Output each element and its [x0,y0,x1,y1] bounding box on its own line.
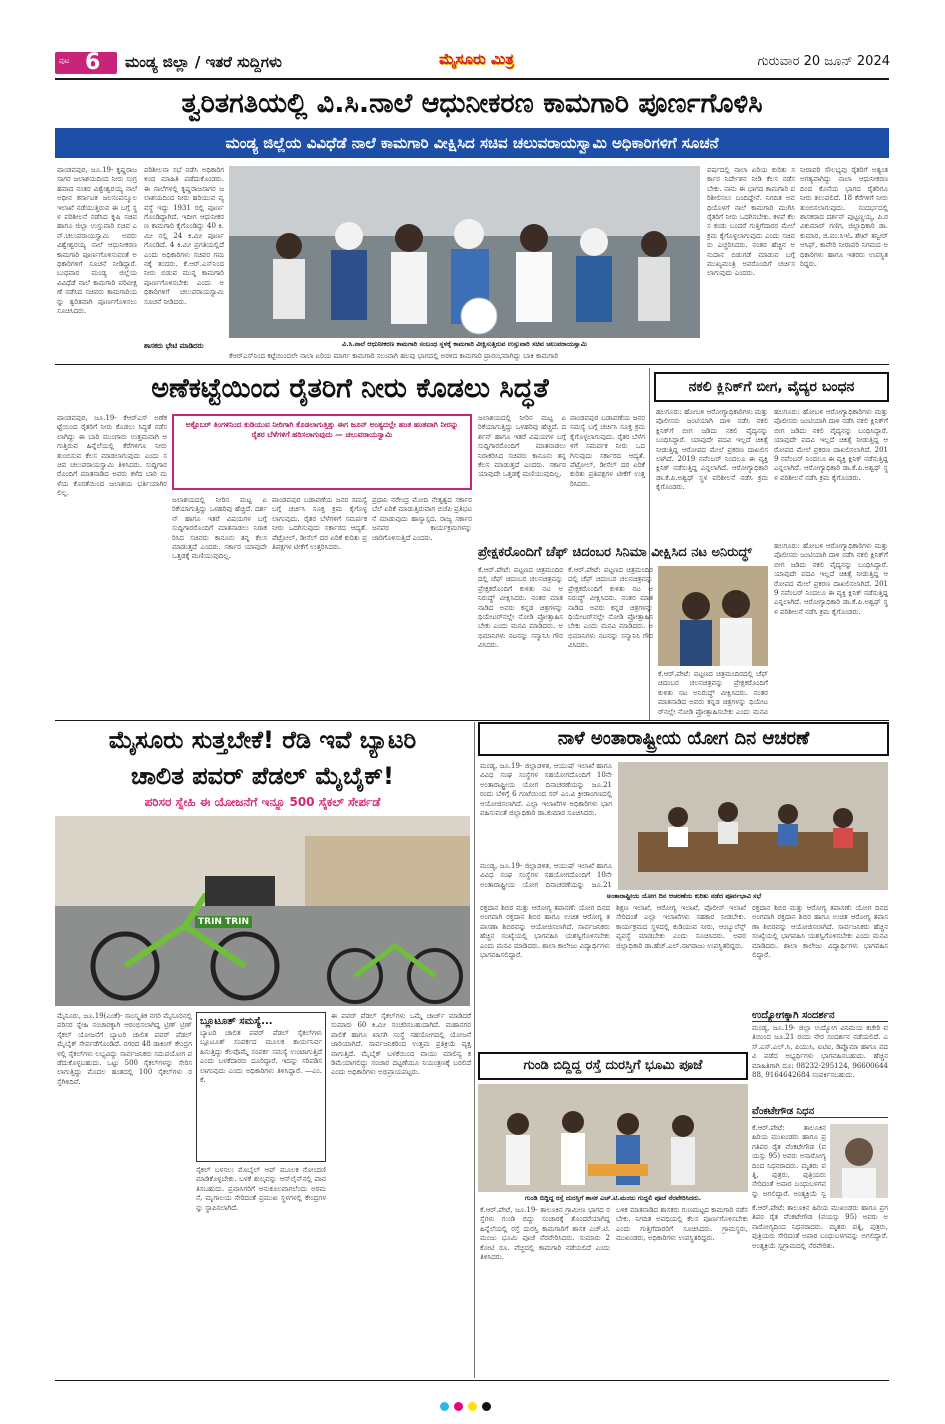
page-number-badge [55,52,117,74]
story6-photo-caption: ಅಂತಾರಾಷ್ಟ್ರೀಯ ಯೋಗ ದಿನ ಆಚರಣೆಯ ಕುರಿತು ನಡೆದ ಪೂರ್ವಭಾವಿ ಸಭೆ [606,892,762,900]
bike-brand-label: TRIN TRIN [195,916,252,928]
issue-date: ಗುರುವಾರ 20 ಜೂನ್ 2024 [757,54,890,69]
story3-col-2: ಹಲಗೂರು: ಹೋಬಳಿ ಆರೋಗ್ಯಾಧಿಕಾರಿಗಳು ಮತ್ತು ಪೊಲೀಸರು ಜಂಟಿಯಾಗಿ ದಾಳಿ ನಡೆಸಿ ನಕಲಿ ಕ್ಲಿನಿಕ್‌ಗೆ ಬೀಗ ಜಡಿದು ನಕಲಿ ವೈದ್ಯನನ್ನು ಬಂಧಿಸಿದ್ದಾರೆ. ಯಾವುದೇ ಪದವಿ ಇಲ್ಲದೆ ಚಿಕಿತ್ಸೆ ನೀಡುತ್ತಿದ್ದ ಆರೋಪದ ಮೇಲೆ ಪ್ರಕರಣ ದಾಖಲಿಸಲಾಗಿದೆ. 2019 ನವೆಂಬರ್ ನಿಂದಲೂ ಈ ವ್ಯಕ್ತಿ ಕ್ಲಿನಿಕ್ ನಡೆಸುತ್ತಿದ್ದ ಎನ್ನಲಾಗಿದೆ. ಆರೋಗ್ಯಾಧಿಕಾರಿ ಡಾ.ಕೆ.ಪಿ.ಅಶ್ವಥ್ ಸ್ಥಳ ಪರಿಶೀಲನೆ ನಡೆಸಿ ಕ್ರಮ ಕೈಗೊಂಡರು. [774,408,888,482]
story4-col-1: ಕೆ.ಆರ್.ಪೇಟೆ: ಪಟ್ಟಣದ ಚಿತ್ರಮಂದಿರದಲ್ಲಿ ಚೆಫ್ ಚಿದಂಬರ ಚಲನಚಿತ್ರವನ್ನು ಪ್ರೇಕ್ಷಕರೊಂದಿಗೆ ಕುಳಿತು ನಟ ಅನಿರುದ್ಧ್ ವೀಕ್ಷಿಸಿದರು. ನಂತರ ಮಾತನಾಡಿದ ಅವರು ಕನ್ನಡ ಚಿತ್ರಗಳನ್ನು ಥಿಯೇಟರ್‌ನಲ್ಲೇ ನೋಡಿ ಪ್ರೋತ್ಸಾಹಿಸಬೇಕು ಎಂದು ಮನವಿ ಮಾಡಿದರು. ಅಭಿಮಾನಿಗಳು ನಟನನ್ನು ಸನ್ಮಾನಿಸಿ ಗೌರವಿಸಿದರು. [478,566,563,650]
lead-subhead: ಮಂಡ್ಯ ಜಿಲ್ಲೆಯ ವಿವಿಧೆಡೆ ನಾಲೆ ಕಾಮಗಾರಿ ವೀಕ್ಷಿಸಿದ ಸಚಿವ ಚಲುವರಾಯಸ್ವಾಮಿ ಅಧಿಕಾರಿಗಳಿಗೆ ಸೂಚನೆ [225,134,719,152]
story6-col-1: ರಕ್ತದಾನ ಶಿಬಿರ ಮತ್ತು ಆರೋಗ್ಯ ತಪಾಸಣೆ: ಯೋಗ ದಿನದ ಅಂಗವಾಗಿ ರಕ್ತದಾನ ಶಿಬಿರ ಹಾಗೂ ಉಚಿತ ಆರೋಗ್ಯ ತಪಾಸಣಾ ಶಿಬಿರವನ್ನು ಆಯೋಜಿಸಲಾಗಿದೆ. ಸಾರ್ವಜನಿಕರು ಹೆಚ್ಚಿನ ಸಂಖ್ಯೆಯಲ್ಲಿ ಭಾಗವಹಿಸಿ ಯಶಸ್ವಿಗೊಳಿಸಬೇಕು ಎಂದು ಮನವಿ ಮಾಡಿದರು. ಶಾಲಾ ಕಾಲೇಜು ವಿದ್ಯಾರ್ಥಿಗಳು ಭಾಗವಹಿಸಲಿದ್ದಾರೆ. [480,904,610,960]
story2-quote: ಅಕ್ಟೊಬರ್ ತಿಂಗಳಿನಿಂದ ಕುಡಿಯುವ ನೀರಿಗಾಗಿ ಕೊಡಲಾಗುತ್ತಿತ್ತು ಈಗ ಜೂನ್ ಅಂತ್ಯದಲ್ಲೇ ಹಂತ ಹಂತವಾಗಿ ನೀರನ್ನು ರೈತರ ಬೆಳೆಗಳಿಗೆ ಹರಿಸಲಾಗುವುದು — ಚಲುವರಾಯಸ್ವಾಮಿ [185,420,459,439]
story6-photo [618,762,888,890]
actor-photo-illustration [658,566,768,666]
story2-col-1: ಪಾಂಡವಪುರ, ಜೂ.19- ಕೆಆರ್‌ಎಸ್ ಅಣೆಕಟ್ಟೆಯಿಂದ ರೈತರಿಗೆ ನೀರು ಕೊಡಲು ಸಿದ್ಧತೆ ನಡೆಸಲಾಗಿದ್ದು ಈ ಬಾರಿ ಮುಂಗಾರು ಉತ್ತಮವಾಗಿ ಆಗುತ್ತಿರುವ ಹಿನ್ನೆಲೆಯಲ್ಲಿ ಕೆರೆಗಳಿಗೂ ನೀರು ತುಂಬಿಸುವ ಕೆಲಸ ಮಾಡಲಾಗುವುದು ಎಂದು ಸಚಿವ ಚಲುವರಾಯಸ್ವಾಮಿ ತಿಳಿಸಿದರು. ಸುದ್ದಿಗಾರರೊಂದಿಗೆ ಮಾತನಾಡಿದ ಅವರು ಕಳೆದ ಬಾರಿ ಮಳೆಯ ಕೊರತೆಯಿಂದ ಜಲಾಶಯ ಭರ್ತಿಯಾಗಿರಲಿಲ್ಲ. [57,414,167,498]
story6-col-2: ಶಿಕ್ಷಣ ಇಲಾಖೆ, ಆರೋಗ್ಯ ಇಲಾಖೆ, ಪೊಲೀಸ್ ಇಲಾಖೆ ಸೇರಿದಂತೆ ಎಲ್ಲಾ ಇಲಾಖೆಗಳು ಸಹಕಾರ ನೀಡಬೇಕು. ಕಾರ್ಯಕ್ರಮದ ಸ್ಥಳದಲ್ಲಿ ಕುಡಿಯುವ ನೀರು, ಆಂಬ್ಯುಲೆನ್ಸ್ ವ್ಯವಸ್ಥೆ ಮಾಡಬೇಕು ಎಂದು ಸೂಚಿಸಿದರು. ಅಪರ ಜಿಲ್ಲಾಧಿಕಾರಿ ಡಾ.ಹೆಚ್.ಎಲ್.ನಾಗರಾಜು ಉಪಸ್ಥಿತರಿದ್ದರು. [616,904,746,950]
lead-col-4: ವರ್ಷದಲ್ಲಿ ನಾಲಾ ಏರಿಯ ಕುರಿತು ಸರ್ಕಾರ ನಿರ್ದೇಶನ ನೀಡಿ ಕೆಲಸ ನಡೆಸಬೇಕು. ನಾನು ಈ ಭಾಗದ ಕಾಮಗಾರಿ ಪರಿಶೀಲಿಸಲು ಬಂದಿದ್ದೇನೆ. ನಿಗದಿತ ಅವಧಿಯೊಳಗೆ ನಾಲೆ ಕಾಮಗಾರಿ ಮುಗಿಸಿ ರೈತರಿಗೆ ನೀರು ಒದಗಿಸಬೇಕು. ಕಳಪೆ ಕೆಲಸ ಕಂಡು ಬಂದರೆ ಗುತ್ತಿಗೆದಾರರ ಮೇಲೆ ಕ್ರಮ ಕೈಗೊಳ್ಳಲಾಗುವುದು ಎಂದು ಸಚಿವರು ಎಚ್ಚರಿಸಿದರು. ನಂತರ ಹೆಚ್ಚಿನ ಅನುದಾನ ಬಿಡುಗಡೆ ಮಾಡುವ ಬಗ್ಗೆ ಮುಖ್ಯಮಂತ್ರಿ ಅವರೊಂದಿಗೆ ಚರ್ಚಿಸಲಾಗುವುದು ಎಂದರು. [707,166,795,278]
story2-quote-box [172,414,472,490]
meeting-photo-illustration [618,762,888,890]
story3-col-3: ಹಲಗೂರು: ಹೋಬಳಿ ಆರೋಗ್ಯಾಧಿಕಾರಿಗಳು ಮತ್ತು ಪೊಲೀಸರು ಜಂಟಿಯಾಗಿ ದಾಳಿ ನಡೆಸಿ ನಕಲಿ ಕ್ಲಿನಿಕ್‌ಗೆ ಬೀಗ ಜಡಿದು ನಕಲಿ ವೈದ್ಯನನ್ನು ಬಂಧಿಸಿದ್ದಾರೆ. ಯಾವುದೇ ಪದವಿ ಇಲ್ಲದೆ ಚಿಕಿತ್ಸೆ ನೀಡುತ್ತಿದ್ದ ಆರೋಪದ ಮೇಲೆ ಪ್ರಕರಣ ದಾಖಲಿಸಲಾಗಿದೆ. 2019 ನವೆಂಬರ್ ನಿಂದಲೂ ಈ ವ್ಯಕ್ತಿ ಕ್ಲಿನಿಕ್ ನಡೆಸುತ್ತಿದ್ದ ಎನ್ನಲಾಗಿದೆ. ಆರೋಗ್ಯಾಧಿಕಾರಿ ಡಾ.ಕೆ.ಪಿ.ಅಶ್ವಥ್ ಸ್ಥಳ ಪರಿಶೀಲನೆ ನಡೆಸಿ ಕ್ರಮ ಕೈಗೊಂಡರು. [774,542,888,616]
story5-box-body: ಬ್ಯಾಟರಿ ಚಾಲಿತ ಪವರ್ ಪೆಡಲ್ ಸೈಕಲ್‌ಗಳು ಬ್ಲೂಟೂತ್ ಸಂಪರ್ಕದ ಮೂಲಕ ಕಾರ್ಯನಿರ್ವಹಿಸುತ್ತಿದ್ದು ಕೆಲವೊಮ್ಮೆ ಸಂಪರ್ಕ ಸಮಸ್ಯೆ ಉಂಟಾಗುತ್ತಿದೆ ಎಂದು ಬಳಕೆದಾರರು ದೂರಿದ್ದಾರೆ. ಇದನ್ನು ಸರಿಪಡಿಸಲಾಗುವುದು ಎಂದು ಅಧಿಕಾರಿಗಳು ತಿಳಿಸಿದ್ದಾರೆ. —ಎಂ.ಕೆ. [200,1029,322,1085]
story6-lead-2: ಮಂಡ್ಯ, ಜೂ.19- ಜಿಲ್ಲಾಡಳಿತ, ಆಯುಷ್ ಇಲಾಖೆ ಹಾಗೂ ವಿವಿಧ ಸಂಘ ಸಂಸ್ಥೆಗಳ ಸಹಯೋಗದೊಂದಿಗೆ 10ನೇ ಅಂತಾರಾಷ್ಟ್ರೀಯ ಯೋಗ ದಿನಾಚರಣೆಯನ್ನು ಜೂ.21 [480,862,612,889]
obit-photo [830,1124,888,1198]
story2-col-2: ಜಲಾಶಯದಲ್ಲಿ ನೀರಿನ ಮಟ್ಟ ಏರಿಕೆಯಾಗುತ್ತಿದ್ದು ಒಳಹರಿವು ಹೆಚ್ಚಿದೆ. ದರ್ಶನ್ ಹಾಗೂ ಇತರೆ ವಿಷಯಗಳ ಬಗ್ಗೆ ಸುದ್ದಿಗಾರರೊಂದಿಗೆ ಮಾತನಾಡಲು ನಿರಾಕರಿಸಿದ ಸಚಿವರು ಕಾನೂನು ತನ್ನ ಕೆಲಸ ಮಾಡುತ್ತದೆ ಎಂದರು. ಸರ್ಕಾರ ಯಾವುದೇ ಒತ್ತಡಕ್ಕೆ ಮಣಿಯುವುದಿಲ್ಲ. [172,496,267,561]
obit-body-1: ಕೆ.ಆರ್.ಪೇಟೆ: ತಾಲೂಕಿನ ಹಿರಿಯ ಮುಖಂಡರು ಹಾಗೂ ಪ್ರಗತಿಪರ ರೈತ ವೆಂಕಟೇಗೌಡ (ವಯಸ್ಸು 95) ಅವರು ಅನಾರೋಗ್ಯದಿಂದ ನಿಧನರಾದರು. ಮೃತರು ಪತ್ನಿ, ಪುತ್ರರು, ಪುತ್ರಿಯರು ಸೇರಿದಂತೆ ಅಪಾರ ಬಂಧುಬಳಗವನ್ನು ಅಗಲಿದ್ದಾರೆ. ಅಂತ್ಯಕ್ರಿಯೆ ಸ್ವ [752,1124,826,1198]
bicycle-photo-illustration [55,816,470,1006]
ceremony-photo-illustration [478,1084,748,1192]
obit-box [752,1106,888,1376]
story5-photo [55,816,470,1006]
job-box-body: ಮಂಡ್ಯ, ಜೂ.19- ಜಿಲ್ಲಾ ಉದ್ಯೋಗ ವಿನಿಮಯ ಕಚೇರಿ ವತಿಯಿಂದ ಜೂ.21 ರಂದು ನೇರ ಸಂದರ್ಶನ ನಡೆಯಲಿದೆ. ಎಸ್.ಎಸ್.ಎಲ್.ಸಿ, ಪಿಯುಸಿ, ಐಟಿಐ, ಡಿಪ್ಲೊಮಾ ಹಾಗೂ ಪದವಿ ಪಡೆದ ಅಭ್ಯರ್ಥಿಗಳು ಭಾಗವಹಿಸಬಹುದು. ಹೆಚ್ಚಿನ ಮಾಹಿತಿಗಾಗಿ ದೂ: 08232-295124, 9660064488, 9164642684 ಸಂಪರ್ಕಿಸಬಹುದು. [752,1024,888,1080]
page-label: ಪುಟ [59,57,70,65]
story4-col-3: ಕೆ.ಆರ್.ಪೇಟೆ: ಪಟ್ಟಣದ ಚಿತ್ರಮಂದಿರದಲ್ಲಿ ಚೆಫ್ ಚಿದಂಬರ ಚಲನಚಿತ್ರವನ್ನು ಪ್ರೇಕ್ಷಕರೊಂದಿಗೆ ಕುಳಿತು ನಟ ಅನಿರುದ್ಧ್ ವೀಕ್ಷಿಸಿದರು. ನಂತರ ಮಾತನಾಡಿದ ಅವರು ಕನ್ನಡ ಚಿತ್ರಗಳನ್ನು ಥಿಯೇಟರ್‌ನಲ್ಲೇ ನೋಡಿ ಪ್ರೋತ್ಸಾಹಿಸಬೇಕು ಎಂದು ಮನವಿ [658,670,768,716]
story7-headline-box [478,1052,748,1080]
lead-headline: ತ್ವರಿತಗತಿಯಲ್ಲಿ ವಿ.ಸಿ.ನಾಲೆ ಆಧುನೀಕರಣ ಕಾಮಗಾರಿ ಪೂರ್ಣಗೊಳಿಸಿ [181,88,763,119]
story7-photo [478,1084,748,1192]
story5-col-2: ಸೈಕಲ್ ಬಳಸಲು ಮೊಬೈಲ್ ಆಪ್ ಮೂಲಕ ನೋಂದಣಿ ಮಾಡಿಕೊಳ್ಳಬೇಕು. ಬಳಕೆ ಶುಲ್ಕವನ್ನು ಆನ್‌ಲೈನ್‌ನಲ್ಲಿ ಪಾವತಿಸಬಹುದು. ಪ್ರವಾಸಿಗರಿಗೆ ಅನುಕೂಲವಾಗಲೆಂದು ಅರಮನೆ, ಮೃಗಾಲಯ ಸೇರಿದಂತೆ ಪ್ರಮುಖ ಸ್ಥಳಗಳಲ್ಲಿ ಕೇಂದ್ರಗಳನ್ನು ಸ್ಥಾಪಿಸಲಾಗಿದೆ. [196,1166,326,1212]
story3-headline-box [654,372,889,402]
lead-col-1: ಪಾಂಡವಪುರ, ಜೂ.19- ಕೃಷ್ಣರಾಜ ಸಾಗರ ಜಲಾಶಯದಿಂದ ನೀರು ಸಂಗ್ರಹವಾದ ನಂತರ ವಿಶ್ವೇಶ್ವರಯ್ಯ ನಾಲೆ ಅಧೀನ ಕರ್ನಾಟಕ ಜಲಸಂಪನ್ಮೂಲ ಇಲಾಖೆ ನಡೆಯುತ್ತಿರುವ ಈ ಬಗ್ಗೆ ಸ್ಥಳ ಪರಿಶೀಲನೆ ನಡೆಸಿದ ಕೃಷಿ ಸಚಿವ ಹಾಗೂ ಜಿಲ್ಲಾ ಉಸ್ತುವಾರಿ ಸಚಿವ ಎನ್.ಚಲುವರಾಯಸ್ವಾಮಿ ಅವರು ವಿಶ್ವೇಶ್ವರಯ್ಯ ನಾಲೆ ಆಧುನೀಕರಣ ಕಾಮಗಾರಿ ಪೂರ್ಣಗೊಳಿಸುವಂತೆ ಅಧಿಕಾರಿಗಳಿಗೆ ಸೂಚನೆ ನೀಡಿದ್ದಾರೆ. ಬುಧವಾರ ಮಂಡ್ಯ ಜಿಲ್ಲೆಯ ವಿವಿಧೆಡೆ ನಾಲೆ ಕಾಮಗಾರಿ ಪರಿವೀಕ್ಷಣೆ ನಡೆಸಿದ ಸಚಿವರು ಕಾಮಗಾರಿಯನ್ನು ತ್ವರಿತವಾಗಿ ಪೂರ್ಣಗೊಳಿಸಲು ಸೂಚಿಸಿದರು. [57,166,137,316]
story5-box-title: ಬ್ಲೂಟೂತ್ ಸಮಸ್ಯೆ... [200,1016,273,1027]
lead-col-2-tail: ಶಾಸಕರು ಭೇಟಿ ಮಾಡಿದರು [144,342,204,350]
story3-col-1: ಹಲಗೂರು: ಹೋಬಳಿ ಆರೋಗ್ಯಾಧಿಕಾರಿಗಳು ಮತ್ತು ಪೊಲೀಸರು ಜಂಟಿಯಾಗಿ ದಾಳಿ ನಡೆಸಿ ನಕಲಿ ಕ್ಲಿನಿಕ್‌ಗೆ ಬೀಗ ಜಡಿದು ನಕಲಿ ವೈದ್ಯನನ್ನು ಬಂಧಿಸಿದ್ದಾರೆ. ಯಾವುದೇ ಪದವಿ ಇಲ್ಲದೆ ಚಿಕಿತ್ಸೆ ನೀಡುತ್ತಿದ್ದ ಆರೋಪದ ಮೇಲೆ ಪ್ರಕರಣ ದಾಖಲಿಸಲಾಗಿದೆ. 2019 ನವೆಂಬರ್ ನಿಂದಲೂ ಈ ವ್ಯಕ್ತಿ ಕ್ಲಿನಿಕ್ ನಡೆಸುತ್ತಿದ್ದ ಎನ್ನಲಾಗಿದೆ. ಆರೋಗ್ಯಾಧಿಕಾರಿ ಡಾ.ಕೆ.ಪಿ.ಅಶ್ವಥ್ ಸ್ಥಳ ಪರಿಶೀಲನೆ ನಡೆಸಿ ಕ್ರಮ ಕೈಗೊಂಡರು. [656,408,768,492]
story3-headline: ನಕಲಿ ಕ್ಲಿನಿಕ್‌ಗೆ ಬೀಗ, ವೈದ್ಯರ ಬಂಧನ [688,379,855,395]
story6-col-3: ರಕ್ತದಾನ ಶಿಬಿರ ಮತ್ತು ಆರೋಗ್ಯ ತಪಾಸಣೆ: ಯೋಗ ದಿನದ ಅಂಗವಾಗಿ ರಕ್ತದಾನ ಶಿಬಿರ ಹಾಗೂ ಉಚಿತ ಆರೋಗ್ಯ ತಪಾಸಣಾ ಶಿಬಿರವನ್ನು ಆಯೋಜಿಸಲಾಗಿದೆ. ಸಾರ್ವಜನಿಕರು ಹೆಚ್ಚಿನ ಸಂಖ್ಯೆಯಲ್ಲಿ ಭಾಗವಹಿಸಿ ಯಶಸ್ವಿಗೊಳಿಸಬೇಕು ಎಂದು ಮನವಿ ಮಾಡಿದರು. ಶಾಲಾ ಕಾಲೇಜು ವಿದ್ಯಾರ್ಥಿಗಳು ಭಾಗವಹಿಸಲಿದ್ದಾರೆ. [752,904,888,960]
page-number: 6 [85,50,101,75]
story7-headline: ಗುಂಡಿ ಬಿದ್ದಿದ್ದ ರಸ್ತೆ ದುರಸ್ತಿಗೆ ಭೂಮಿ ಪೂಜೆ [523,1058,703,1073]
story4-col-2: ಕೆ.ಆರ್.ಪೇಟೆ: ಪಟ್ಟಣದ ಚಿತ್ರಮಂದಿರದಲ್ಲಿ ಚೆಫ್ ಚಿದಂಬರ ಚಲನಚಿತ್ರವನ್ನು ಪ್ರೇಕ್ಷಕರೊಂದಿಗೆ ಕುಳಿತು ನಟ ಅನಿರುದ್ಧ್ ವೀಕ್ಷಿಸಿದರು. ನಂತರ ಮಾತನಾಡಿದ ಅವರು ಕನ್ನಡ ಚಿತ್ರಗಳನ್ನು ಥಿಯೇಟರ್‌ನಲ್ಲೇ ನೋಡಿ ಪ್ರೋತ್ಸಾಹಿಸಬೇಕು ಎಂದು ಮನವಿ ಮಾಡಿದರು. ಅಭಿಮಾನಿಗಳು ನಟನನ್ನು ಸನ್ಮಾನಿಸಿ ಗೌರವಿಸಿದರು. [568,566,653,650]
story7-photo-caption: ಗುಂಡಿ ಬಿದ್ದಿದ್ದ ರಸ್ತೆ ದುರಸ್ತಿಗೆ ಶಾಸಕ ಎಚ್.ಟಿ.ಮಂಜು ಗುದ್ದಲಿ ಪೂಜೆ ನೆರವೇರಿಸಿದರು. [524,1194,702,1202]
story5-headline-1: ಮೈಸೂರು ಸುತ್ತಬೇಕೆ! ರೆಡಿ ಇವೆ ಬ್ಯಾಟರಿ [108,726,417,754]
lead-col-2: ಪರಿಶೀಲನಾ ಸಭೆ ನಡೆಸಿ ಅಧಿಕಾರಿಗಳಿಂದ ಮಾಹಿತಿ ಪಡೆದುಕೊಂಡರು. ಈ ನಾಲೆಗಳಲ್ಲಿ ಕೃಷ್ಣರಾಜಸಾಗರ ಜಲಾಶಯದಿಂದ ನೀರು ಹರಿಯುವ ವ್ಯವಸ್ಥೆ ಇದ್ದು 1931 ರಲ್ಲಿ ಪೂರ್ಣಗೊಂಡಿದ್ದಾಗಿದೆ. ಇದೀಗ ಆಧುನೀಕರಣ ಕಾಮಗಾರಿ ಕೈಗೊಂಡಿದ್ದು 40 ಕಿ.ಮೀ ನಲ್ಲಿ 24 ಕಿ.ಮೀ ಪೂರ್ಣಗೊಂಡಿದೆ. 4 ಕಿ.ಮೀ ಪ್ರಗತಿಯಲ್ಲಿದೆ ಎಂದು ಅಧಿಕಾರಿಗಳು ಸಚಿವರ ಗಮನಕ್ಕೆ ತಂದರು. ಕೆ.ಆರ್.ಎಸ್‌ನಿಂದ ನೀರು ಬಿಡುವ ಮುನ್ನ ಕಾಮಗಾರಿ ಪೂರ್ಣಗೊಳಿಸಬೇಕು ಎಂದು ಅಧಿಕಾರಿಗಳಿಗೆ ಚಲುವರಾಯಸ್ವಾಮಿ ಸೂಚನೆ ನೀಡಿದರು. [144,166,224,306]
crowd-photo-illustration [229,166,700,338]
story6-lead: ಮಂಡ್ಯ, ಜೂ.19- ಜಿಲ್ಲಾಡಳಿತ, ಆಯುಷ್ ಇಲಾಖೆ ಹಾಗೂ ವಿವಿಧ ಸಂಘ ಸಂಸ್ಥೆಗಳ ಸಹಯೋಗದೊಂದಿಗೆ 10ನೇ ಅಂತಾರಾಷ್ಟ್ರೀಯ ಯೋಗ ದಿನಾಚರಣೆಯನ್ನು ಜೂ.21 ರಂದು ಬೆಳಿಗ್ಗೆ 6 ಗಂಟೆಯಿಂದ ಸರ್ ಎಂ.ವಿ ಕ್ರೀಡಾಂಗಣದಲ್ಲಿ ಆಯೋಜಿಸಲಾಗಿದೆ. ಎಲ್ಲಾ ಇಲಾಖೆಗಳ ಅಧಿಕಾರಿಗಳು ಭಾಗವಹಿಸುವಂತೆ ಜಿಲ್ಲಾಧಿಕಾರಿ ಡಾ.ಕುಮಾರ ಸೂಚಿಸಿದರು. [480,762,612,818]
story4-photo [658,566,768,666]
rule-footer [55,1380,889,1381]
story5-col-3: ಈ ಪವರ್ ಪೆಡಲ್ ಸೈಕಲ್‌ಗಳು ಒಮ್ಮೆ ಚಾರ್ಜ್ ಮಾಡಿದರೆ ಸುಮಾರು 60 ಕಿ.ಮೀ ಸಂಚರಿಸಬಹುದಾಗಿದೆ. ಮಹಾನಗರ ಪಾಲಿಕೆ ಹಾಗೂ ಖಾಸಗಿ ಸಂಸ್ಥೆ ಸಹಯೋಗದಲ್ಲಿ ಯೋಜನೆ ಜಾರಿಯಾಗಿದೆ. ಸಾರ್ವಜನಿಕರಿಂದ ಉತ್ತಮ ಪ್ರತಿಕ್ರಿಯೆ ವ್ಯಕ್ತವಾಗುತ್ತಿದೆ. ಮೈಬೈಕ್ ಬಳಕೆಯಿಂದ ವಾಯು ಮಾಲಿನ್ಯ ಕಡಿಮೆಯಾಗಲಿದ್ದು ಸಂಚಾರ ದಟ್ಟಣೆಯೂ ನಿಯಂತ್ರಣಕ್ಕೆ ಬರಲಿದೆ ಎಂದು ಅಧಿಕಾರಿಗಳು ಅಭಿಪ್ರಾಯಪಟ್ಟರು. [331,1012,471,1077]
rule-lead-bottom [55,364,889,365]
story6-headline: ನಾಳೆ ಅಂತಾರಾಷ್ಟ್ರೀಯ ಯೋಗ ದಿನ ಆಚರಣೆ [557,728,810,749]
section-title: ಮಂಡ್ಯ ಜಿಲ್ಲಾ / ಇತರೆ ಸುದ್ದಿಗಳು [125,53,282,71]
story5-col-1: ಮೈಸೂರು, ಜೂ.19(ಎಂಕೆ)- ಸಾಂಸ್ಕೃತಿಕ ನಗರಿ ಮೈಸೂರಿನಲ್ಲಿ ಪರಿಸರ ಸ್ನೇಹಿ ಸಂಚಾರಕ್ಕಾಗಿ ಆರಂಭಿಸಲಾಗಿದ್ದ ಟ್ರಿಣ್ ಟ್ರಿಣ್ ಸೈಕಲ್ ಯೋಜನೆಗೆ ಬ್ಯಾಟರಿ ಚಾಲಿತ ಪವರ್ ಪೆಡಲ್ ಮೈಬೈಕ್ ಸೇರ್ಪಡೆಗೊಂಡಿದೆ. ನಗರದ 48 ಡಾಕಿಂಗ್ ಕೇಂದ್ರಗಳಲ್ಲಿ ಸೈಕಲ್‌ಗಳು ಲಭ್ಯವಿದ್ದು ಸಾರ್ವಜನಿಕರು ಸದುಪಯೋಗ ಪಡೆದುಕೊಳ್ಳಬಹುದು. ಒಟ್ಟು 500 ಸೈಕಲ್‌ಗಳನ್ನು ಸೇರಿಸಲಾಗುತ್ತಿದ್ದು ಮೊದಲ ಹಂತದಲ್ಲಿ 100 ಸೈಕಲ್‌ಗಳು ರಸ್ತೆಗಿಳಿದಿವೆ. [57,1012,192,1086]
job-box [752,1010,888,1102]
masthead-logo: ಮೈಸೂರು ಮಿತ್ರ [439,50,514,68]
page-header [55,50,889,76]
lead-photo-caption: ವಿ.ಸಿ.ನಾಲೆ ಆಧುನೀಕರಣ ಕಾಮಗಾರಿ ಸಂಬಂಧ ಸ್ಥಳಕ್ಕೆ ಕಾಮಗಾರಿ ವೀಕ್ಷಿಸುತ್ತಿರುವ ಉಸ್ತುವಾರಿ ಸಚಿವ ಚಲುವರಾಯಸ್ವಾಮಿ [342,340,587,348]
story6-headline-box [478,722,889,756]
rule-mid [55,720,889,721]
lead-photo [229,166,700,338]
lead-subhead-band [55,128,889,158]
bike-divider [474,722,475,1378]
lead-col-5: ನೀರಾವರಿ ಸೌಲಭ್ಯವು ರೈತರಿಗೆ ಅತ್ಯಂತ ಅಗತ್ಯವಾಗಿದ್ದು ನಾಲಾ ಆಧುನೀಕರಣದಿಂದ ಕೊನೆಯ ಭಾಗದ ರೈತರಿಗೂ ನೀರು ತಲುಪಲಿದೆ. 18 ಕೆರೆಗಳಿಗೆ ನೀರು ತುಂಬಿಸಲಾಗುವುದು. ಸಂದರ್ಭದಲ್ಲಿ ಶಾಸಕರಾದ ದರ್ಶನ್ ಪುಟ್ಟಣ್ಣಯ್ಯ, ಪಿ.ರವಿಕುಮಾರ್ ಗಣಿಗ, ಜಿಲ್ಲಾಧಿಕಾರಿ ಡಾ.ಕುಮಾರ, ಜಿ.ಪಂ.ಸಿಇಓ ಶೇಖ್ ತನ್ವೀರ್ ಆಸಿಫ್, ಕಾವೇರಿ ನೀರಾವರಿ ನಿಗಮದ ಅಧಿಕಾರಿಗಳು ಹಾಗೂ ಇತರರು ಉಪಸ್ಥಿತರಿದ್ದರು. [800,166,888,269]
registration-dot-magenta [454,1402,463,1411]
story7-col-1: ಕೆ.ಆರ್.ಪೇಟೆ, ಜೂ.19- ತಾಲೂಕಿನ ಗ್ರಾಮೀಣ ಭಾಗದ ರಸ್ತೆಗಳು ಗುಂಡಿ ಬಿದ್ದು ಸಂಚಾರಕ್ಕೆ ತೊಂದರೆಯಾಗಿದ್ದ ಹಿನ್ನೆಲೆಯಲ್ಲಿ ರಸ್ತೆ ದುರಸ್ತಿ ಕಾಮಗಾರಿಗೆ ಶಾಸಕ ಎಚ್.ಟಿ.ಮಂಜು ಭೂಮಿ ಪೂಜೆ ನೆರವೇರಿಸಿದರು. ಸುಮಾರು 2 ಕೋಟಿ ರೂ. ವೆಚ್ಚದಲ್ಲಿ ಕಾಮಗಾರಿ ನಡೆಯಲಿದೆ ಎಂದು ತಿಳಿಸಿದರು. [480,1206,610,1262]
story5-headline-2: ಚಾಲಿತ ಪವರ್ ಪೆಡಲ್ ಮೈಬೈಕ್! [131,762,394,790]
job-box-title: ಉದ್ಯೋಗಕ್ಕಾಗಿ ಸಂದರ್ಶನ [752,1010,888,1022]
lead-below-photo: ಕೆಆರ್‌ಎಸ್‌ನಿಂದ ಕಟ್ಟೆಯಿಂದಲೇ ನಾಲಾ ಏರಿಯ ಮಾರ್ಗ ಕಾಮಗಾರಿ ಸಲುವಾಗಿ ಹಲವು ಭಾಗದಲ್ಲಿ ಅರಳಿದ ಕಾಮಗಾರಿ ಪ್ರಾರಂಭವಾಗಿದ್ದು ಬಾಕಿ ಕಾಮಗಾರಿ [229,352,559,360]
story4-headline: ಪ್ರೇಕ್ಷಕರೊಂದಿಗೆ ಚೆಫ್ ಚಿದಂಬರ ಸಿನಿಮಾ ವೀಕ್ಷಿಸಿದ ನಟ ಅನಿರುದ್ಧ್ [478,545,752,560]
story2-headline: ಅಣೆಕಟ್ಟೆಯಿಂದ ರೈತರಿಗೆ ನೀರು ಕೊಡಲು ಸಿದ್ಧತೆ [151,373,549,404]
registration-dot-black [482,1402,491,1411]
story7-col-2: ಬಳಿಕ ಮಾತನಾಡಿದ ಶಾಸಕರು ಗುಣಮಟ್ಟದ ಕಾಮಗಾರಿ ನಡೆಸಬೇಕು. ನಿಗದಿತ ಅವಧಿಯಲ್ಲಿ ಕೆಲಸ ಪೂರ್ಣಗೊಳಿಸಬೇಕು ಎಂದು ಗುತ್ತಿಗೆದಾರರಿಗೆ ಸೂಚಿಸಿದರು. ಗ್ರಾಮಸ್ಥರು, ಮುಖಂಡರು, ಅಧಿಕಾರಿಗಳು ಉಪಸ್ಥಿತರಿದ್ದರು. [616,1206,748,1243]
obit-body-2: ಕೆ.ಆರ್.ಪೇಟೆ: ತಾಲೂಕಿನ ಹಿರಿಯ ಮುಖಂಡರು ಹಾಗೂ ಪ್ರಗತಿಪರ ರೈತ ವೆಂಕಟೇಗೌಡ (ವಯಸ್ಸು 95) ಅವರು ಅನಾರೋಗ್ಯದಿಂದ ನಿಧನರಾದರು. ಮೃತರು ಪತ್ನಿ, ಪುತ್ರರು, ಪುತ್ರಿಯರು ಸೇರಿದಂತೆ ಅಪಾರ ಬಂಧುಬಳಗವನ್ನು ಅಗಲಿದ್ದಾರೆ. ಅಂತ್ಯಕ್ರಿಯೆ ಸ್ವಗ್ರಾಮದಲ್ಲಿ ನೆರವೇರಿತು. [752,1204,888,1250]
story2-col-4: ಪ್ರಧಾನಿ ನರೇಂದ್ರ ಮೋದಿ ನೇತೃತ್ವದ ಸರ್ಕಾರ ಬೆಲೆ ಏರಿಕೆ ಮಾಡುತ್ತಿರುವಾಗ ಬಿಜೆಪಿ ಪ್ರತಿಭಟನೆ ಮಾಡುವುದು ಹಾಸ್ಯಾಸ್ಪದ. ರಾಜ್ಯ ಸರ್ಕಾರ ಜನಪರ ಕಾರ್ಯಕ್ರಮಗಳನ್ನು ಜಾರಿಗೊಳಿಸುತ್ತಿದೆ ಎಂದರು. [372,496,472,542]
story5-subhead: ಪರಿಸರ ಸ್ನೇಹಿ ಈ ಯೋಜನೆಗೆ ಇನ್ನೂ 500 ಸೈಕಲ್ ಸೇರ್ಪಡೆ [144,795,381,809]
story2-col-3: ಪಾಂಡವಪುರ ಬಡಾವಣೆಯ ಜನರ ಸಮಸ್ಯೆ ಬಗ್ಗೆ ಚರ್ಚಿಸಿ ಸೂಕ್ತ ಕ್ರಮ ಕೈಗೊಳ್ಳಲಾಗುವುದು. ರೈತರ ಬೆಳೆಗಳಿಗೆ ಸಮರ್ಪಕ ನೀರು ಒದಗಿಸುವುದು ಸರ್ಕಾರದ ಆದ್ಯತೆ. ಪೆಟ್ರೋಲ್, ಡೀಸೆಲ್ ದರ ಏರಿಕೆ ಕುರಿತು ಪ್ರತಿಪಕ್ಷಗಳ ಟೀಕೆಗೆ ಉತ್ತರಿಸಿದರು. [272,496,367,552]
story2-col-5: ಜಲಾಶಯದಲ್ಲಿ ನೀರಿನ ಮಟ್ಟ ಏರಿಕೆಯಾಗುತ್ತಿದ್ದು ಒಳಹರಿವು ಹೆಚ್ಚಿದೆ. ದರ್ಶನ್ ಹಾಗೂ ಇತರೆ ವಿಷಯಗಳ ಬಗ್ಗೆ ಸುದ್ದಿಗಾರರೊಂದಿಗೆ ಮಾತನಾಡಲು ನಿರಾಕರಿಸಿದ ಸಚಿವರು ಕಾನೂನು ತನ್ನ ಕೆಲಸ ಮಾಡುತ್ತದೆ ಎಂದರು. ಸರ್ಕಾರ ಯಾವುದೇ ಒತ್ತಡಕ್ಕೆ ಮಣಿಯುವುದಿಲ್ಲ. [478,414,566,479]
header-rule [55,78,889,80]
portrait-illustration [830,1124,888,1198]
obit-box-title: ವೆಂಕಟೇಗೌಡ ನಿಧನ [752,1106,888,1118]
story5-box [196,1012,326,1162]
story2-col-6: ಪಾಂಡವಪುರ ಬಡಾವಣೆಯ ಜನರ ಸಮಸ್ಯೆ ಬಗ್ಗೆ ಚರ್ಚಿಸಿ ಸೂಕ್ತ ಕ್ರಮ ಕೈಗೊಳ್ಳಲಾಗುವುದು. ರೈತರ ಬೆಳೆಗಳಿಗೆ ಸಮರ್ಪಕ ನೀರು ಒದಗಿಸುವುದು ಸರ್ಕಾರದ ಆದ್ಯತೆ. ಪೆಟ್ರೋಲ್, ಡೀಸೆಲ್ ದರ ಏರಿಕೆ ಕುರಿತು ಪ್ರತಿಪಕ್ಷಗಳ ಟೀಕೆಗೆ ಉತ್ತರಿಸಿದರು. [570,414,645,488]
registration-dot-yellow [468,1402,477,1411]
registration-dot-cyan [440,1402,449,1411]
